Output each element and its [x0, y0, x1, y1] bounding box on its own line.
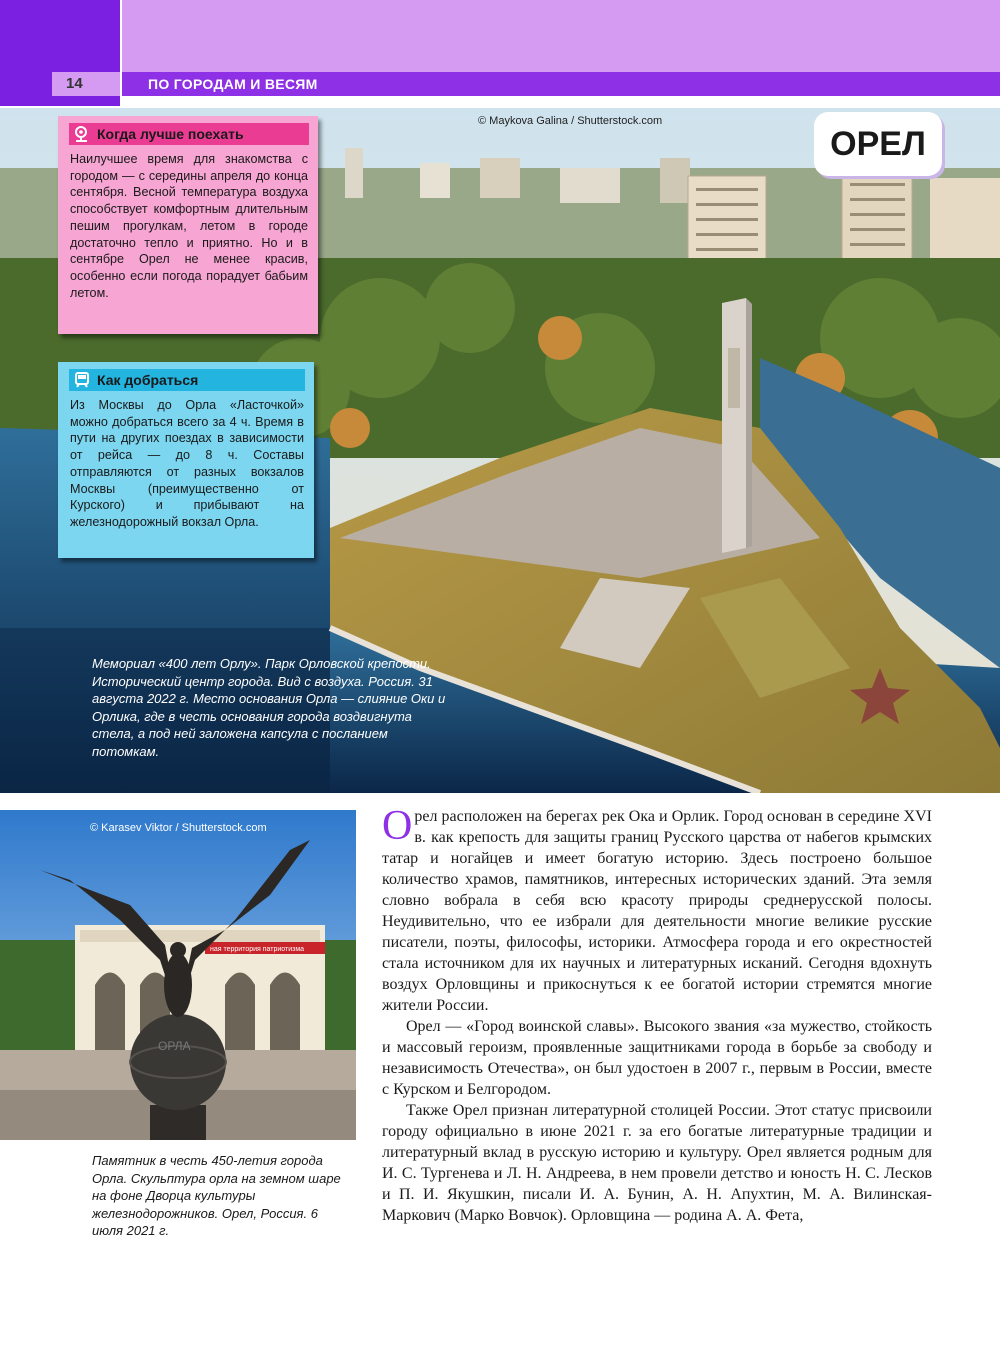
when-to-go-text: Наилучшее время для знакомства с городом — с середины апреля до конца сентября. Весной температура воздуха способствует комфортным длительным пешим прогулкам, летом в городе достаточно тепло и приятно. Но и в сентябре Орел не менее красив, особенно если погода порадует бабьим летом. — [70, 152, 308, 300]
hero-caption-text: Мемориал «400 лет Орлу». Парк Орловской крепости. Исторический центр города. Вид с воздуха. Россия. 31 августа 2022 г. Место основания Орла — слияние Оки и Орлика, где в честь основания города воздвигнута стела, а под ней заложена капсула с посланием потомкам. — [92, 656, 446, 759]
article-paragraph-3: Также Орел признан литературной столицей России. Этот статус присвоили городу официально в июне 2021 г. за его богатые литературные традиции и литературный вклад в русскую историю и культуру. Орел является родным для И. С. Тургенева и Л. Н. Андреева, в нем провели детство и юность Н. С. Лесков и П. И. Якушкин, писали И. А. Бунин, А. Н. Апухтин, М. А. Вилинская-Маркович (Марко Вовчок). Орловщина — родина А. А. Фета, — [382, 1102, 932, 1224]
article-paragraph-2: Орел — «Город воинской славы». Высокого звания «за мужество, стойкость и массовый героизм, проявленные защитниками города в борьбе за свободу и независимость Отечества», он был удостоен в 2007 г., первым в России, вместе с Курском и Белгородом. — [382, 1018, 932, 1098]
globe-label: ОРЛА — [158, 1039, 191, 1053]
eagle-monument-photo — [0, 810, 356, 1140]
how-to-get-box — [58, 362, 314, 558]
how-to-get-text: Из Москвы до Орла «Ласточкой» можно добраться всего за 4 ч. Время в пути на других поездах в зависимости от рейса — до 8 ч. Составы отправляются от разных вокзалов Москвы (преимущественно от Курского) и прибывают на железнодорожный вокзал Орла. — [70, 398, 304, 529]
header-top-band — [122, 0, 1000, 72]
photo-credit: © Maykova Galina / Shutterstock.com — [478, 115, 663, 127]
palace-banner-text: ная территория патриотизма — [210, 946, 305, 953]
when-to-go-header — [69, 123, 309, 145]
hero-caption — [92, 655, 452, 760]
train-icon — [73, 372, 91, 388]
page-number: 14 — [52, 72, 120, 96]
article-paragraph-1-text: рел расположен на берегах рек Ока и Орлик. Город основан в середине XVI в. как крепость для защиты границ Русского царства от набегов крымских татар и ногайцев и имеет богатую историю. Здесь построено большое количество храмов, памятников, интересных исторических зданий. Эта земля словно вобрала в себя всю красоту природы среднерусской полосы. Неудивительно, что ее избрали для деятельности многие великие русские писатели, поэты, философы, историки. Атмосфера города и его окрестностей стала источником для их научных и литературных исканий. Сегодня вдохнуть воздух Орловщины и прикоснуться к ее богатой истории стремятся многие жители России. — [382, 808, 932, 1014]
when-to-go-title: Когда лучше поехать — [97, 126, 244, 142]
when-to-go-box — [58, 116, 318, 334]
photo2-credit: © Karasev Viktor / Shutterstock.com — [90, 822, 267, 834]
article-paragraph-1 — [382, 803, 932, 1016]
drop-cap: О — [382, 803, 413, 849]
photo2-caption: Памятник в честь 450-летия города Орла. Скульптура орла на земном шаре на фоне Дворца культуры железнодорожников. Орел, Россия. 6 июля 2021 г. — [92, 1153, 341, 1238]
how-to-get-title: Как добраться — [97, 372, 199, 388]
how-to-get-header — [69, 369, 305, 391]
city-title: ОРЕЛ — [814, 112, 942, 176]
map-pin-icon — [73, 126, 91, 142]
section-title: ПО ГОРОДАМ И ВЕСЯМ — [148, 76, 318, 92]
article-body — [382, 803, 932, 1226]
